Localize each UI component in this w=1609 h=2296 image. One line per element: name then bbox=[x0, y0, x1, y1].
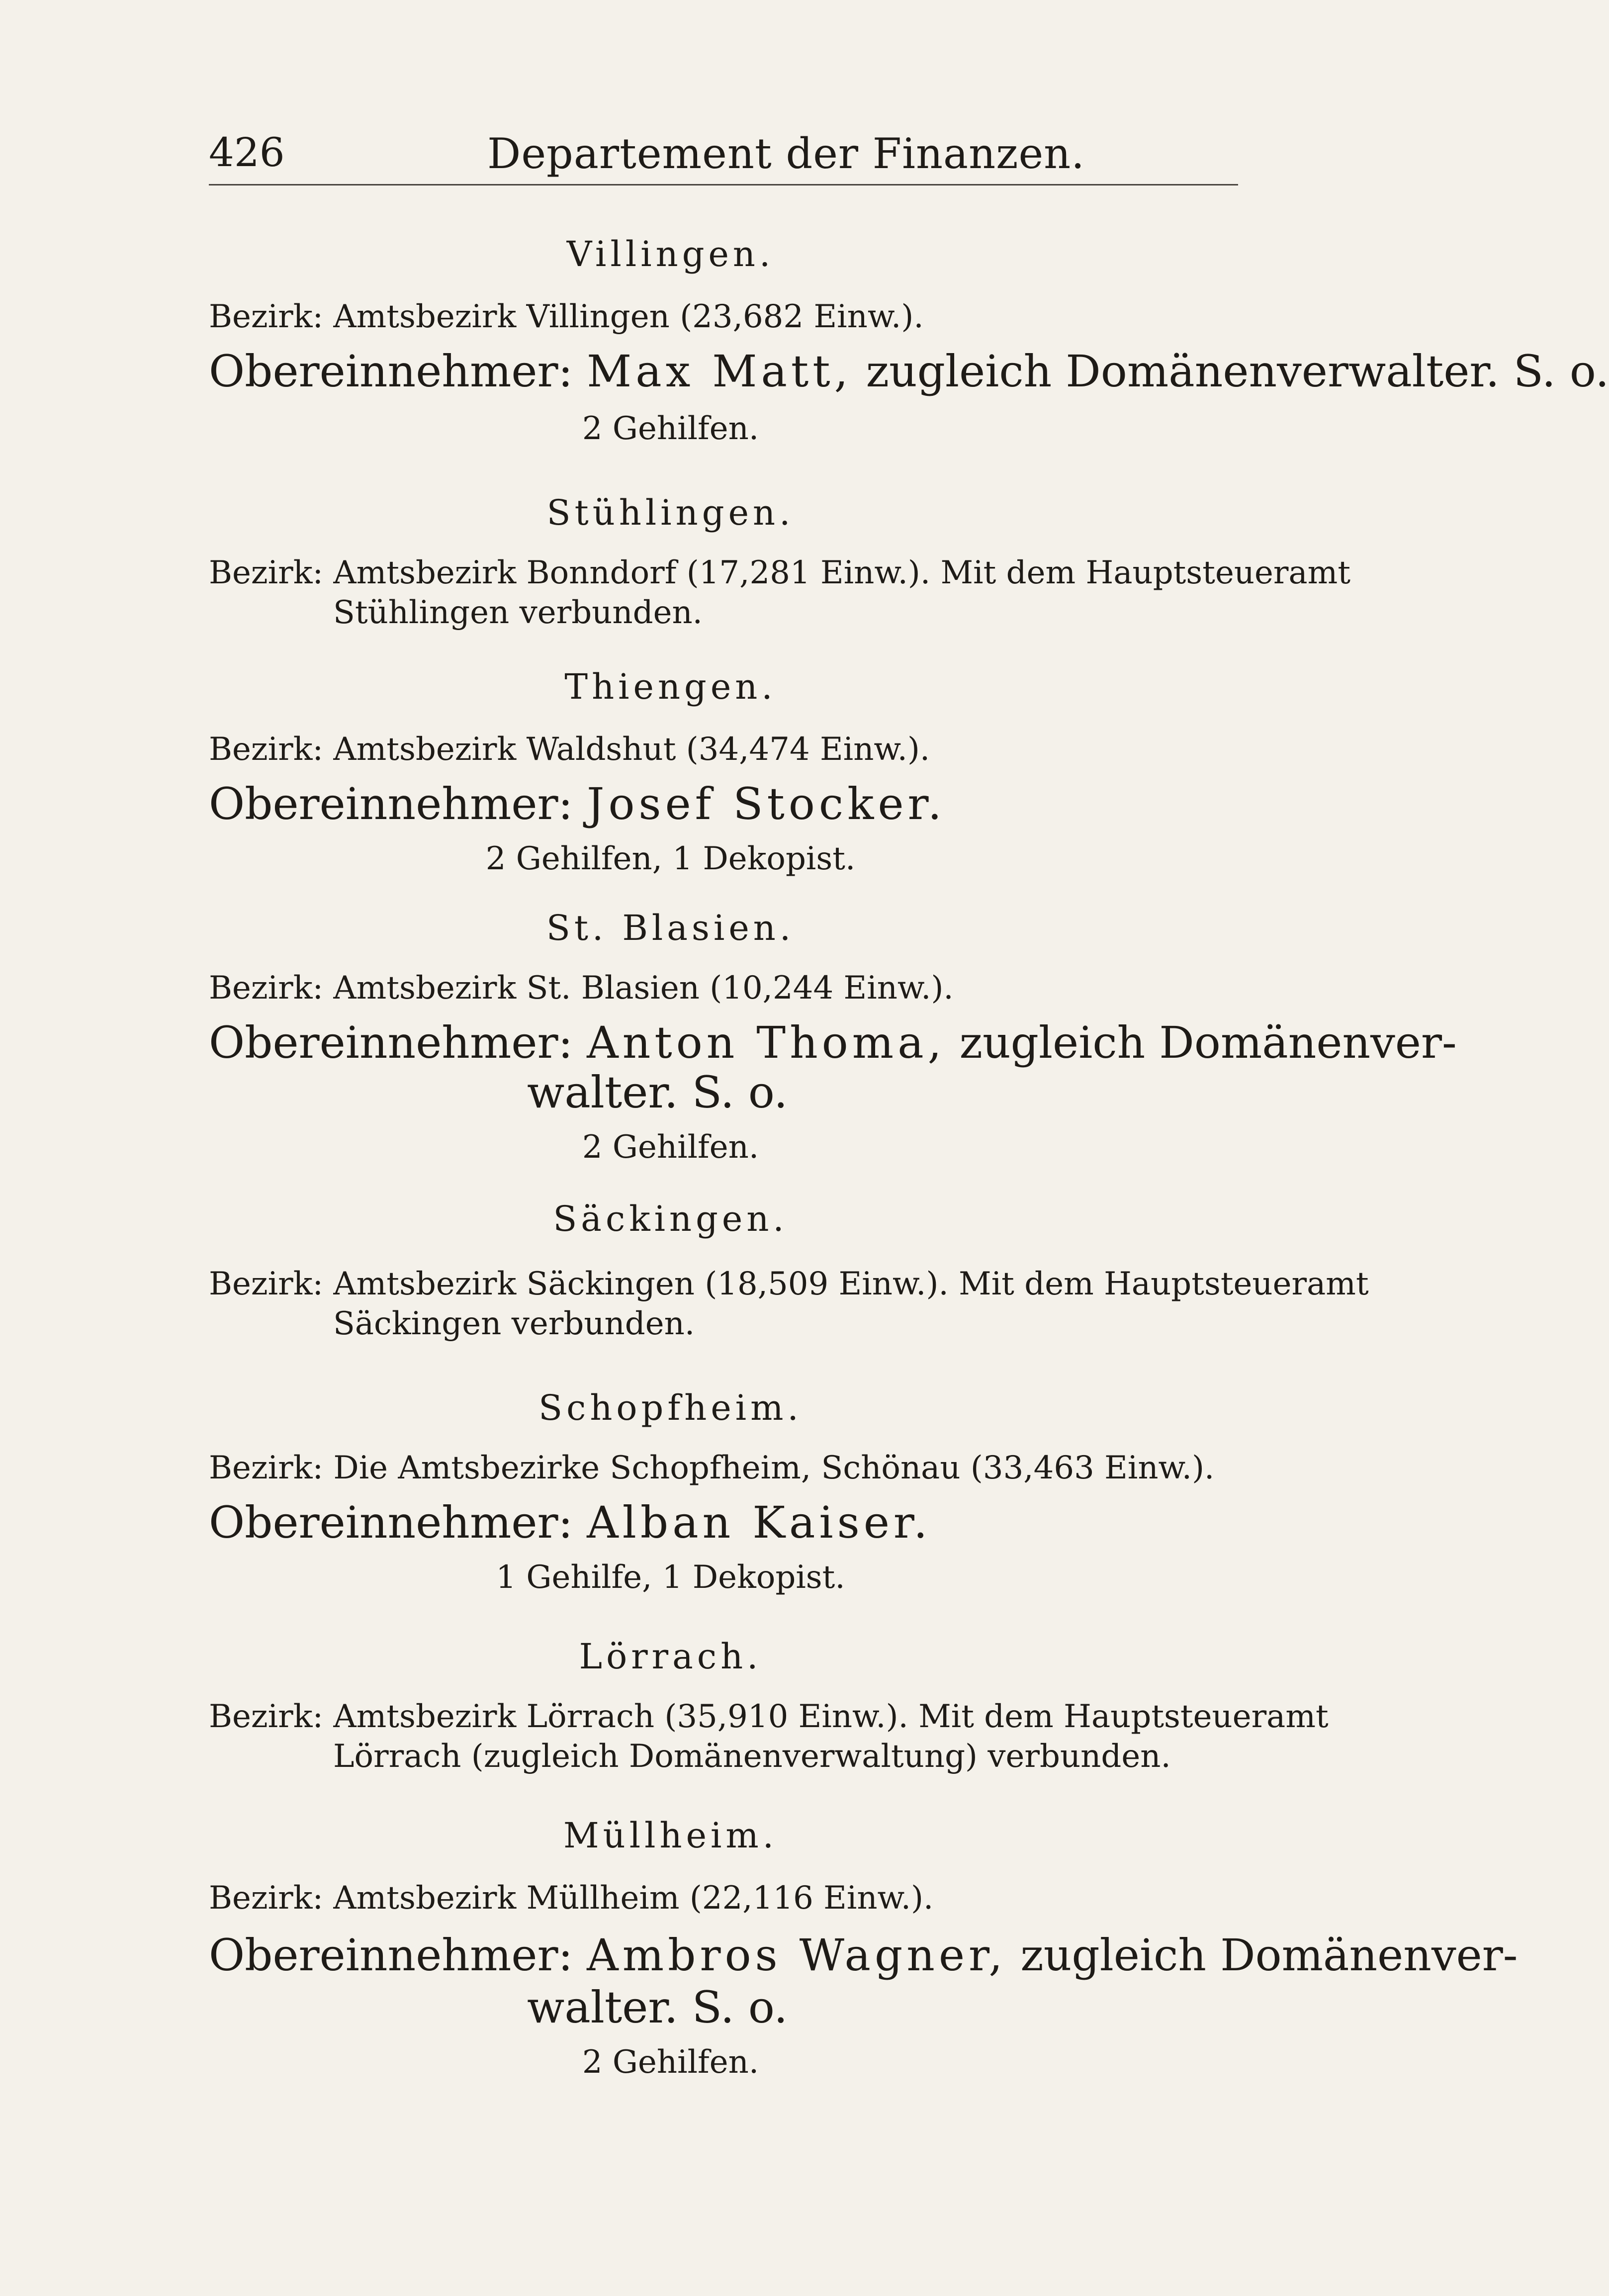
section-title-saeckingen: Säckingen. bbox=[553, 1198, 788, 1239]
bezirk-st-blasien: Bezirk: Amtsbezirk St. Blasien (10,244 Einw.). bbox=[209, 970, 954, 1007]
section-title-muellheim: Müllheim. bbox=[563, 1815, 778, 1856]
staff-st-blasien: 2 Gehilfen. bbox=[582, 1129, 759, 1166]
section-title-schopfheim: Schopfheim. bbox=[538, 1387, 803, 1428]
bezirk-thiengen: Bezirk: Amtsbezirk Waldshut (34,474 Einw.). bbox=[209, 731, 930, 768]
staff-thiengen: 2 Gehilfen, 1 Dekopist. bbox=[485, 840, 856, 877]
section-title-villingen: Villingen. bbox=[566, 234, 775, 275]
running-title: Departement der Finanzen. bbox=[487, 129, 1085, 178]
page-number: 426 bbox=[209, 129, 285, 176]
officer-rest: zugleich Domänenver- bbox=[959, 1017, 1457, 1068]
officer-name: Max Matt, bbox=[587, 346, 852, 397]
bezirk-saeckingen: Bezirk: Amtsbezirk Säckingen (18,509 Einw.). Mit dem Hauptsteueramt bbox=[209, 1266, 1369, 1302]
officer-rest: zugleich Domänenverwalter. S. o. bbox=[866, 346, 1609, 397]
page-header bbox=[209, 124, 1238, 185]
staff-villingen: 2 Gehilfen. bbox=[582, 410, 759, 447]
officer-name: Alban Kaiser. bbox=[587, 1497, 932, 1548]
staff-muellheim: 2 Gehilfen. bbox=[582, 2044, 759, 2081]
officer-rest: zugleich Domänenver- bbox=[1020, 1929, 1518, 1981]
officer-label: Obereinnehmer: bbox=[209, 346, 573, 397]
bezirk-loerrach-cont: Lörrach (zugleich Domänenverwaltung) verbunden. bbox=[333, 1738, 1171, 1775]
officer-muellheim-cont: walter. S. o. bbox=[527, 1982, 788, 2033]
officer-label: Obereinnehmer: bbox=[209, 1017, 573, 1068]
officer-label: Obereinnehmer: bbox=[209, 1497, 573, 1548]
officer-label: Obereinnehmer: bbox=[209, 778, 573, 829]
officer-label: Obereinnehmer: bbox=[209, 1929, 573, 1981]
bezirk-stuehlingen: Bezirk: Amtsbezirk Bonndorf (17,281 Einw.). Mit dem Hauptsteueramt bbox=[209, 554, 1351, 591]
officer-st-blasien bbox=[209, 1017, 1457, 1068]
bezirk-stuehlingen-cont: Stühlingen verbunden. bbox=[333, 594, 703, 631]
officer-st-blasien-cont: walter. S. o. bbox=[527, 1067, 788, 1118]
section-title-st-blasien: St. Blasien. bbox=[546, 908, 795, 948]
officer-name: Josef Stocker. bbox=[587, 778, 946, 829]
bezirk-muellheim: Bezirk: Amtsbezirk Müllheim (22,116 Einw.). bbox=[209, 1880, 934, 1917]
officer-name: Ambros Wagner, bbox=[587, 1929, 1007, 1981]
bezirk-loerrach: Bezirk: Amtsbezirk Lörrach (35,910 Einw.). Mit dem Hauptsteueramt bbox=[209, 1698, 1329, 1735]
officer-schopfheim bbox=[209, 1497, 931, 1548]
staff-schopfheim: 1 Gehilfe, 1 Dekopist. bbox=[496, 1559, 845, 1596]
officer-muellheim bbox=[209, 1929, 1518, 1981]
bezirk-villingen: Bezirk: Amtsbezirk Villingen (23,682 Einw.). bbox=[209, 298, 924, 335]
section-title-loerrach: Lörrach. bbox=[579, 1636, 762, 1677]
section-title-stuehlingen: Stühlingen. bbox=[546, 492, 795, 533]
officer-thiengen bbox=[209, 778, 946, 829]
officer-name: Anton Thoma, bbox=[587, 1017, 946, 1068]
officer-villingen bbox=[209, 346, 1609, 397]
bezirk-schopfheim: Bezirk: Die Amtsbezirke Schopfheim, Schönau (33,463 Einw.). bbox=[209, 1450, 1215, 1486]
section-title-thiengen: Thiengen. bbox=[564, 666, 777, 707]
bezirk-saeckingen-cont: Säckingen verbunden. bbox=[333, 1305, 695, 1342]
